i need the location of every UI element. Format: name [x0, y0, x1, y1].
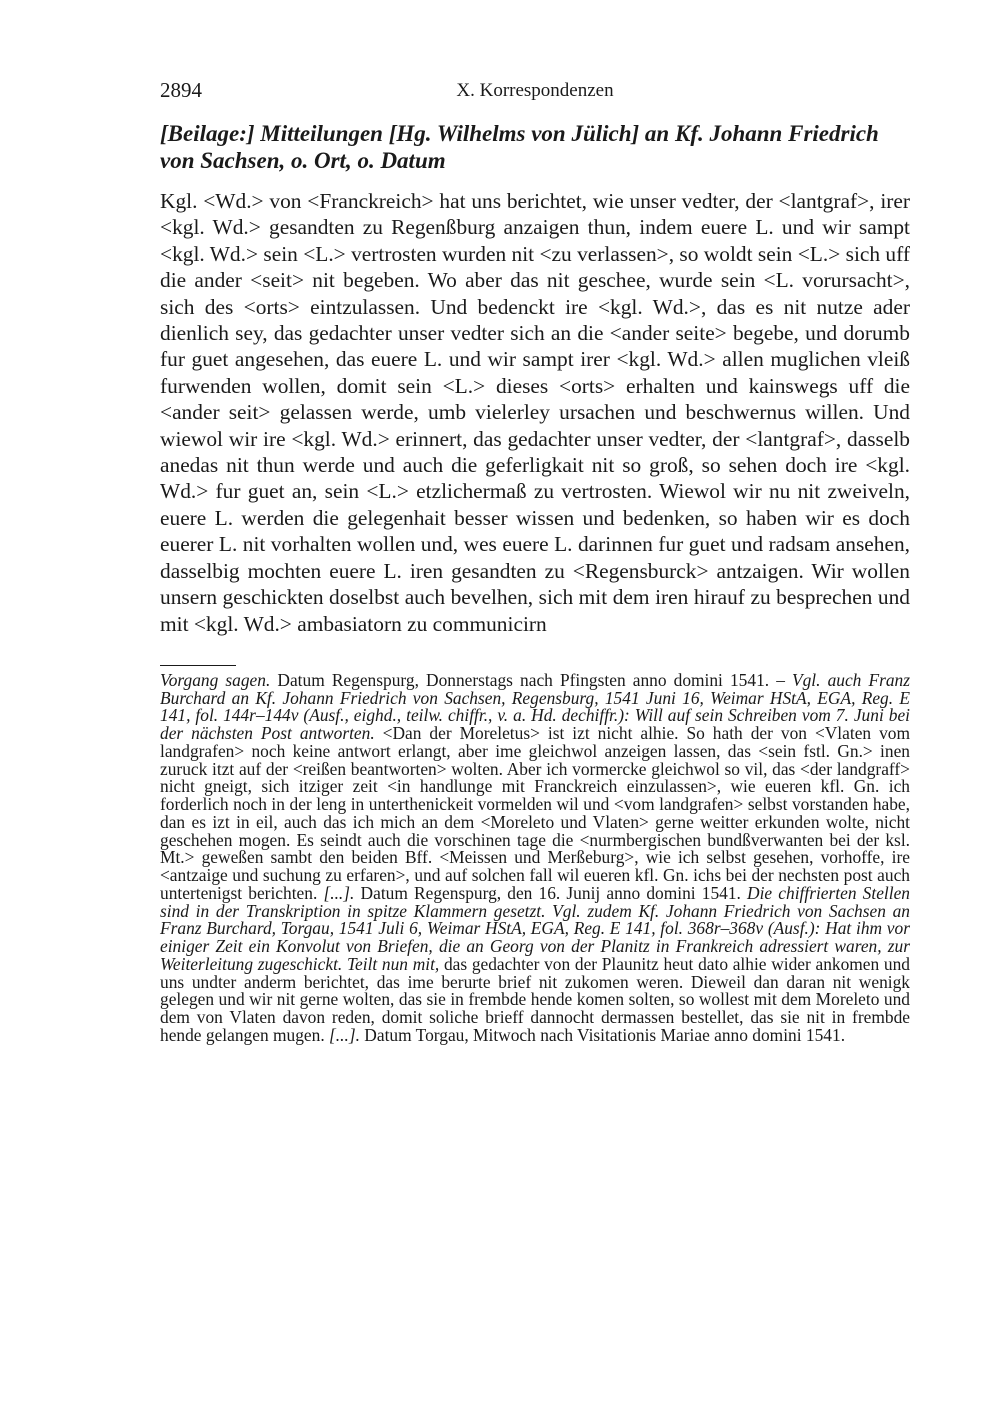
body-paragraph: Kgl. <Wd.> von <Franckreich> hat uns berichtet, wie unser vedter, der <lantgraf>, irer <kgl. Wd.> gesandten zu Regenßburg anzaigen thun, indem euere L. und wir sampt <kgl. Wd.> sein <L.> vertrosten wurden nit <zu verlassen>, so woldt sein <L.> sich uff die ander <seit> nit begeben. Wo aber das nit geschee, wurde sein <L. vorursacht>, sich des <orts> eintzulassen. Und bedenckt ire <kgl. Wd.>, das es nit nutze ader dienlich sey, das gedachter unser vedter sich an die <ander seite> begebe, und dorumb fur guet angesehen, das euere L. und wir sampt irer <kgl. Wd.> allen muglichen vleiß furwenden wollen, domit sein <L.> dieses <orts> erhalten und kainswegs uff die <ander seit> gelassen werde, umb vielerley ursachen und beschwernus willen. Und wiewol wir ire <kgl. Wd.> erinnert, das gedachter unser vedter, der <lantgraf>, dasselb anedas nit thun werde und auch die geferligkait nit so groß, so sehen doch ire <kgl. Wd.> fur guet an, sein <L.> etzlichermaß zu vertrosten. Wiewol wir nu nit zweiveln, euere L. werden die gelegenhait besser wissen und bedenken, so haben wir es doch euerer L. nit vorhalten wollen und, wes euere L. darinnen fur guet und radsam ansehen, dasselbig mochten euere L. iren gesandten zu <Regensburck> antzaigen. Wir wollen unsern geschickten doselbst auch bevelhen, sich mit dem iren hirauf zu besprechen und mit <kgl. Wd.> ambasiatorn zu communicirn	[160, 189, 910, 636]
document-heading: [Beilage:] Mitteilungen [Hg. Wilhelms von Jülich] an Kf. Johann Friedrich von Sachsen, o. Ort, o. Datum	[160, 121, 879, 173]
footnote-editorial-note: Die chiffrierten Stellen sind in der Transkription in spitze Klammern gesetzt. Vgl. zudem Kf. Johann Friedrich von Sachsen an Franz Burchard, Torgau, 1541 Juli 6, Weimar HStA, EGA, Reg. E 141, fol. 368r–368v (Ausf.): Hat ihm vor einiger Zeit ein Konvolut von Briefen, die an Georg von der Planitz in Frankreich adressiert waren, zur Weiterleitung zugeschickt. Teilt nun mit,	[160, 882, 910, 974]
footnote-editorial-note: Vgl. auch Franz Burchard an Kf. Johann Friedrich von Sachsen, Regensburg, 1541 Juni 16, Weimar HStA, EGA, Reg. E 141, fol. 144r–144v (Ausf., eighd., teilw. chiffr., v. a. Hd. dechiffr.): Will auf sein Schreiben vom 7. Juni bei der nächsten Post antworten.	[160, 669, 911, 744]
running-title: X. Korrespondenzen	[456, 80, 614, 101]
footnote-ellipsis: [...].	[329, 1024, 360, 1045]
footnote-text: Datum Torgau, Mitwoch nach Visitationis Mariae anno domini 1541.	[359, 1024, 846, 1045]
footnote-rule	[160, 665, 236, 666]
footnote-text: Datum Regenspurg, den 16. Junij anno domini 1541.	[354, 882, 748, 903]
footnote-ellipsis: [...].	[323, 882, 355, 903]
document-page	[160, 78, 910, 1045]
footnote-lemma: Vorgang sagen.	[160, 669, 271, 690]
footnote-quotation: <Dan der Moreletus> ist izt nicht alhie. So hath der von <Vlaten vom landgrafen> noch keine antwort erlangt, aber ime gleichwol anzeigen lassen, das <sein fstl. Gn.> inen zuruck itzt auf der <reißen beantworten> wolten. Aber ich vormercke gleichwol so vil, das <der landgraff> nicht gneigt, sich itziger zeit <in handlunge mit Franckreich einzulassen>, wie eueren kfl. Gn. ich forderlich noch in der leng in unterthenickeit vormelden wil und <vom landgrafen> selbst vorstanden habe, dan es izt in eil, auch das ich mich an dem <Moreleto und Vlaten> gerne weitter erkunden wolte, nicht geschehen mogen. Es seindt auch die vorschinen tage die <nurmbergischen bundßverwanten bei der ksl. Mt.> geweßen sambt den beiden Bff. <Meissen und Merßeburg>, wie ich selbst gesehen, vorhoffe, ire <antzaige und suchung zu erfaren>, und auf solchen fall wil eueren kfl. Gn. ichs bei der nechsten post auch untertenigst berichten.	[160, 723, 910, 903]
running-head	[160, 78, 910, 108]
page-number: 2894	[160, 78, 202, 102]
footnote-quotation: das gedachter von der Plaunitz heut dato alhie wider ankomen und uns undter anderm berichtet, das ime berurte brief nit zukomen weren. Dieweil dan daran nit wenigk gelegen und wir nit gerne wolten, das sie in frembde hende komen solten, so wollest mit dem Moreleto und dem von Vlaten davon reden, domit soliche brieff dannocht dermassen bestellet, das sie nit in frembde hende gelangen mugen.	[160, 953, 910, 1045]
footnote-text: Datum Regenspurg, Donnerstags nach Pfingsten anno domini 1541. –	[270, 669, 792, 690]
footnote	[160, 669, 911, 1045]
